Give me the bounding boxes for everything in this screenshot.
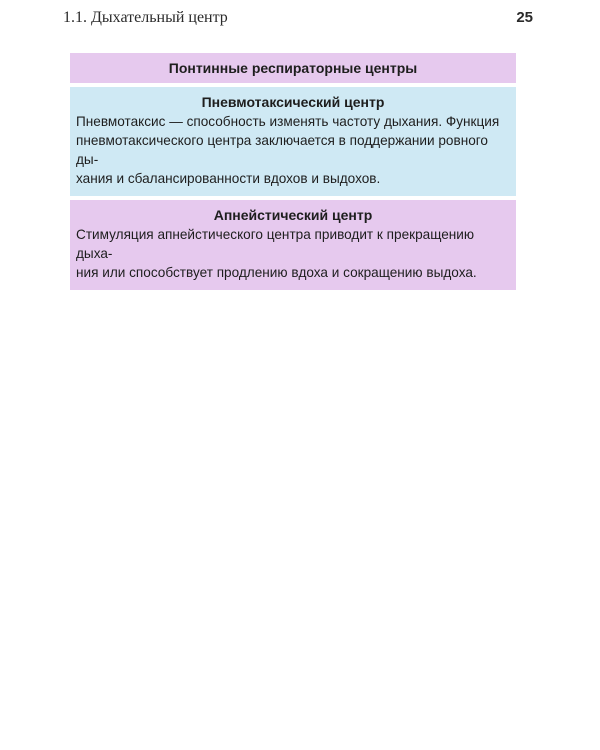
text-line: хания и сбалансированности вдохов и выдохов. <box>76 171 381 186</box>
text-line: пневмотаксического центра заключается в поддержании ровного ды- <box>76 133 488 167</box>
pneumotaxic-center-box <box>70 87 516 196</box>
pneumotaxic-center-title: Пневмотаксический центр <box>201 94 385 110</box>
apneustic-center-title: Апнейстический центр <box>213 207 373 223</box>
pneumotaxic-center-text <box>76 112 510 188</box>
page-number: 25 <box>516 9 533 26</box>
apneustic-center-box <box>70 200 516 290</box>
text-line: ния или способствует продлению вдоха и сокращению выдоха. <box>76 265 477 280</box>
running-title: 1.1. Дыхательный центр <box>63 9 228 26</box>
text-line: Пневмотаксис — способность изменять частоту дыхания. Функция <box>76 114 500 129</box>
running-header <box>0 0 600 40</box>
text-line: Стимуляция апнейстического центра приводит к прекращению дыха- <box>76 227 475 261</box>
apneustic-center-text <box>76 225 510 282</box>
table-title: Понтинные респираторные центры <box>70 53 516 83</box>
respiratory-centers-table <box>70 53 516 290</box>
